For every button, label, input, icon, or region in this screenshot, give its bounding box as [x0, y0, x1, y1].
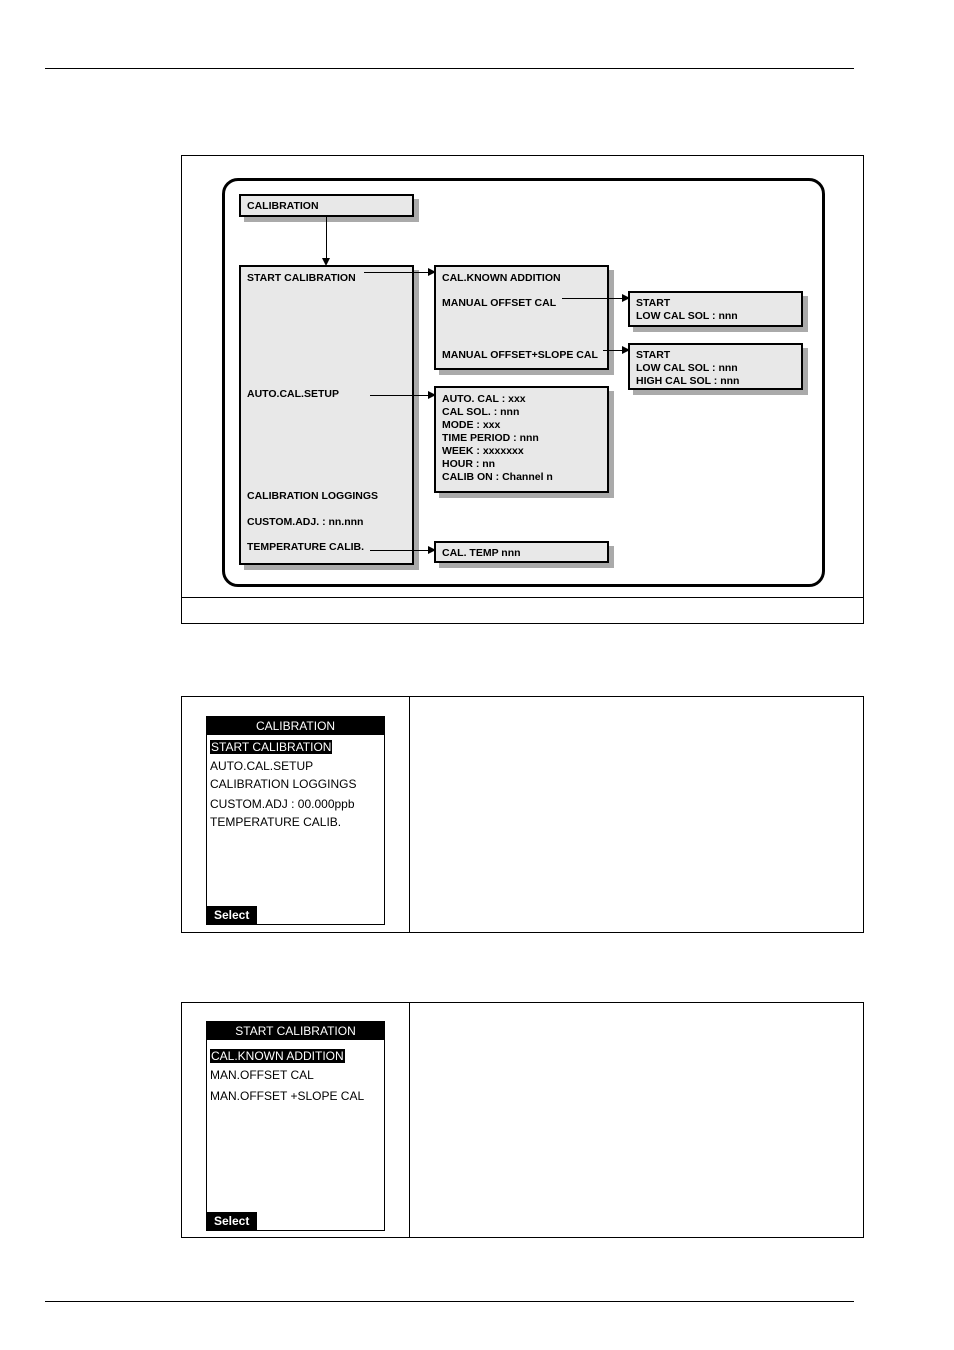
cal-temp-box — [434, 541, 609, 563]
root-to-menu-arrow — [326, 217, 327, 264]
menu-item-auto-cal-setup: AUTO.CAL.SETUP — [247, 388, 339, 400]
manual-offset-slope-box — [628, 343, 803, 390]
auto-cal-line: AUTO. CAL : xxx — [442, 393, 526, 405]
submenu-item-manual-offset-slope: MANUAL OFFSET+SLOPE CAL — [442, 349, 598, 361]
screen1-item-auto-cal-setup[interactable]: AUTO.CAL.SETUP — [210, 759, 314, 773]
cal-temp-label: CAL. TEMP nnn — [442, 547, 521, 559]
auto-cal-period-line: TIME PERIOD : nnn — [442, 432, 539, 444]
start-calibration-arrow — [364, 272, 434, 273]
screen2-item-man-offset[interactable]: MAN.OFFSET CAL — [210, 1068, 314, 1082]
screen1-select-softkey[interactable]: Select — [207, 906, 257, 924]
calibration-screen-title: CALIBRATION — [207, 717, 384, 735]
auto-cal-mode-line: MODE : xxx — [442, 419, 501, 431]
menu-item-custom-adj: CUSTOM.ADJ. : nn.nnn — [247, 516, 364, 528]
start-calibration-screen — [206, 1021, 385, 1231]
auto-cal-setup-box — [434, 386, 609, 493]
calibration-menu-box — [239, 265, 414, 565]
auto-cal-sol-line: CAL SOL. : nnn — [442, 406, 520, 418]
screen2-select-softkey[interactable]: Select — [207, 1212, 257, 1230]
figure-caption-divider — [181, 597, 864, 598]
menu-item-calibration-loggings: CALIBRATION LOGGINGS — [247, 490, 379, 502]
submenu-item-known-addition: CAL.KNOWN ADDITION — [442, 272, 561, 284]
screen2-item-man-offset-slope[interactable]: MAN.OFFSET +SLOPE CAL — [210, 1089, 365, 1103]
screen1-item-temperature-calib[interactable]: TEMPERATURE CALIB. — [210, 815, 342, 829]
screen-table-1-divider — [409, 696, 410, 933]
submenu-item-manual-offset: MANUAL OFFSET CAL — [442, 297, 557, 309]
offset-slope-start: START — [636, 349, 671, 361]
calibration-root-label: CALIBRATION — [247, 200, 319, 212]
auto-cal-week-line: WEEK : xxxxxxx — [442, 445, 524, 457]
start-calibration-screen-title: START CALIBRATION — [207, 1022, 384, 1040]
screen-table-2-divider — [409, 1002, 410, 1238]
auto-cal-setup-arrow — [370, 395, 434, 396]
screen2-item-known-addition[interactable]: CAL.KNOWN ADDITION — [211, 1049, 344, 1063]
manual-offset-start: START — [636, 297, 671, 309]
auto-cal-channel-line: CALIB ON : Channel n — [442, 471, 553, 483]
menu-item-start-calibration: START CALIBRATION — [247, 272, 356, 284]
manual-offset-arrow — [562, 298, 628, 299]
start-calibration-submenu-box — [434, 265, 609, 370]
offset-slope-high-sol: HIGH CAL SOL : nnn — [636, 375, 740, 387]
calibration-screen — [206, 716, 385, 925]
header-rule — [45, 68, 854, 69]
manual-offset-low-sol: LOW CAL SOL : nnn — [636, 310, 738, 322]
menu-item-temperature-calib: TEMPERATURE CALIB. — [247, 541, 365, 553]
manual-offset-slope-arrow — [603, 350, 628, 351]
calibration-root-box — [239, 194, 414, 217]
screen1-item-calibration-loggings[interactable]: CALIBRATION LOGGINGS — [210, 777, 357, 791]
offset-slope-low-sol: LOW CAL SOL : nnn — [636, 362, 738, 374]
screen1-item-start-calibration[interactable]: START CALIBRATION — [211, 740, 332, 754]
manual-offset-box — [628, 291, 803, 327]
temperature-calib-arrow — [370, 550, 434, 551]
footer-rule — [45, 1301, 854, 1302]
auto-cal-hour-line: HOUR : nn — [442, 458, 496, 470]
screen1-item-custom-adj[interactable]: CUSTOM.ADJ : 00.000ppb — [210, 797, 355, 811]
